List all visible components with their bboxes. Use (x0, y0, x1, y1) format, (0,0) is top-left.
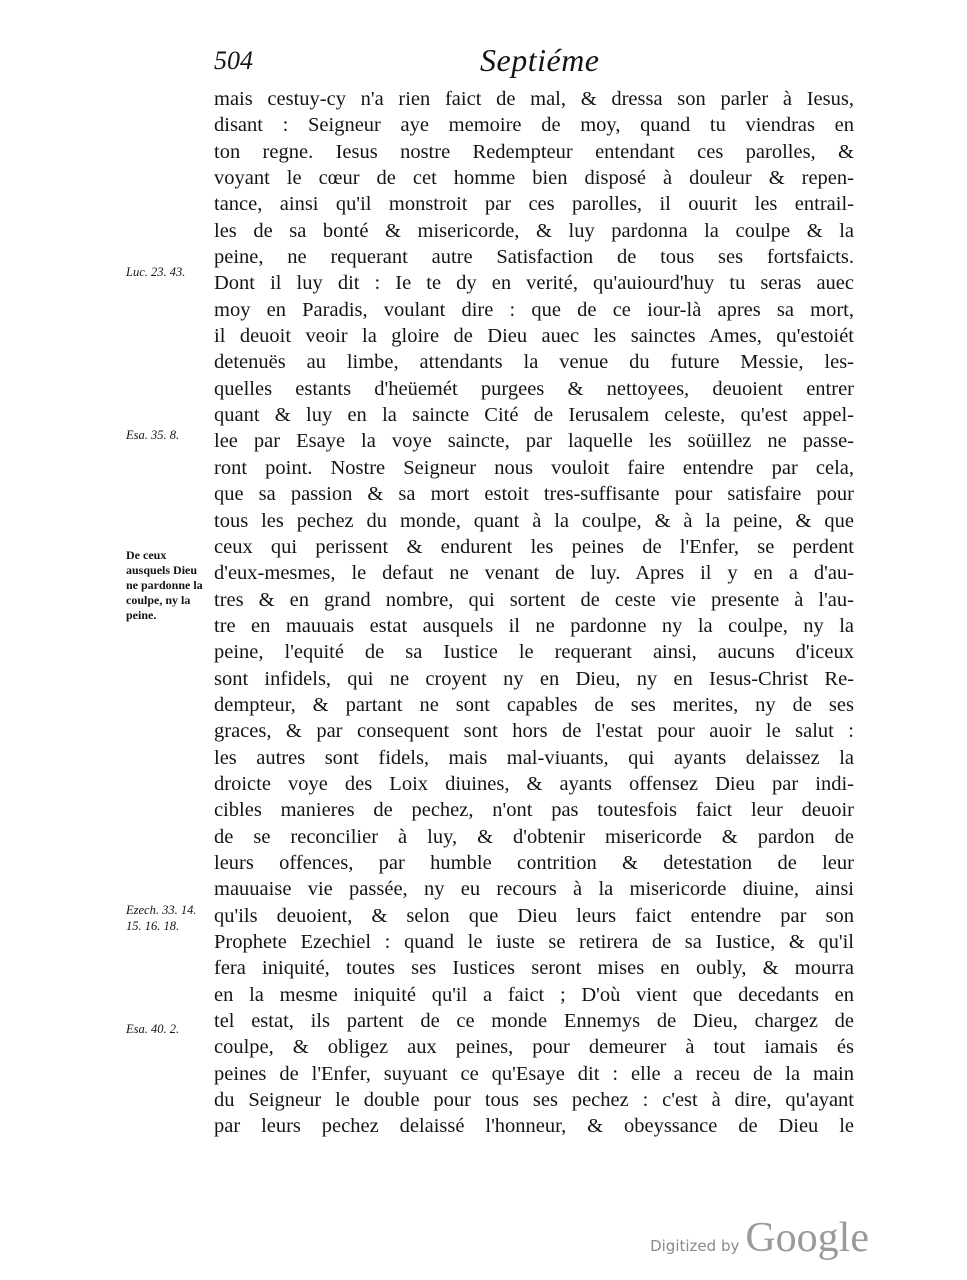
text-line: du Seigneur le double pour tous ses pechez : c'est à dire, qu'ayant (214, 1089, 854, 1112)
text-line: peine, l'equité de sa Iustice le requerant ainsi, aucuns d'iceux (214, 641, 854, 664)
google-watermark (650, 1214, 869, 1262)
text-line: par leurs pechez delaissé l'honneur, & obeyssance de Dieu le (214, 1115, 854, 1138)
margin-note-luc: Luc. 23. 43. (126, 265, 186, 279)
text-line: tance, ainsi qu'il monstroit par ces parolles, il ouurit les entrail- (214, 193, 854, 216)
text-line: Dont il luy dit : Ie te dy en verité, qu'auiourd'huy tu seras auec (214, 272, 854, 295)
margin-note-summary: De ceux ausquels Dieu ne pardonne la coulpe, ny la peine. (126, 548, 203, 622)
text-line: leurs offences, par humble contrition & detestation de leur (214, 851, 854, 874)
margin-note-esa-35: Esa. 35. 8. (126, 428, 180, 442)
text-line: que sa passion & sa mort estoit tres-suffisante pour satisfaire pour (214, 483, 854, 506)
text-line: ceux qui perissent & endurent les peines de l'Enfer, se perdent (214, 535, 854, 558)
text-line: peines de l'Enfer, suyuant ce qu'Esaye dit : elle a receu de la main (214, 1062, 854, 1085)
page-header (0, 42, 967, 86)
google-logo: Google (745, 1215, 869, 1261)
text-line: sont infidels, qui ne croyent ny en Dieu, ny en Iesus-Christ Re- (214, 667, 854, 690)
text-line: tres & en grand nombre, qui sortent de ceste vie presente à l'au- (214, 588, 854, 611)
text-line: coulpe, & obligez aux peines, pour demeurer à tout iamais és (214, 1036, 854, 1059)
text-line: en la mesme iniquité qu'il a faict ; D'où vient que decedants en (214, 983, 854, 1006)
page-number: 504 (214, 46, 253, 75)
text-line: droicte voye des Loix diuines, & ayants offensez Dieu par indi- (214, 772, 854, 795)
text-line: quant & luy en la saincte Cité de Ierusalem celeste, qu'est appel- (214, 404, 854, 427)
text-line: qu'ils deuoient, & selon que Dieu leurs faict entendre par son (214, 904, 854, 927)
text-line: mais cestuy-cy n'a rien faict de mal, & dressa son parler à Iesus, (214, 88, 854, 110)
body-text (214, 86, 854, 1140)
text-line: moy en Paradis, voulant dire : que de ce iour-là apres sa mort, (214, 298, 854, 321)
text-line: tous les pechez du monde, quant à la coulpe, & à la peine, & que (214, 509, 854, 532)
text-line: graces, & par consequent sont hors de l'estat pour auoir le salut : (214, 720, 854, 743)
text-line: de se reconcilier à luy, & d'obtenir misericorde & pardon de (214, 825, 854, 848)
text-line: disant : Seigneur aye memoire de moy, quand tu viendras en (214, 114, 854, 137)
margin-note-ezech: Ezech. 33. 14. 15. 16. 18. (126, 903, 197, 933)
text-line: ton regne. Iesus nostre Redempteur entendant ces parolles, & (214, 140, 854, 163)
text-line: Prophete Ezechiel : quand le iuste se retirera de sa Iustice, & qu'il (214, 931, 854, 953)
text-line: detenuës au limbe, attendants la venue du future Messie, les- (214, 351, 854, 374)
margin-note-esa-40: Esa. 40. 2. (126, 1022, 180, 1036)
text-line: quelles estants d'heüemét purgees & nettoyees, deuoient entrer (214, 377, 854, 400)
running-title: Septiéme (480, 42, 600, 78)
text-line: fera iniquité, toutes ses Iustices seront mises en oubly, & mourra (214, 957, 854, 980)
text-line: les autres sont fidels, mais mal-viuants, qui ayants delaissez la (214, 746, 854, 769)
text-line: lee par Esaye la voye saincte, par laquelle les soüillez ne passe- (214, 430, 854, 453)
text-line: les de sa bonté & misericorde, & luy pardonna la coulpe & la (214, 219, 854, 242)
text-line: dempteur, & partant ne sont capables de ses merites, ny de ses (214, 693, 854, 716)
text-line: mauuaise vie passée, ny eu recours à la misericorde diuine, ainsi (214, 878, 854, 901)
text-line: il deuoit veoir la gloire de Dieu auec les sainctes Ames, qu'estoiét (214, 325, 854, 348)
watermark-caption: Digitized by (650, 1237, 740, 1255)
text-line: cibles manieres de pechez, n'ont pas toutesfois faict leur deuoir (214, 799, 854, 822)
text-line: peine, ne requerant autre Satisfaction de tous ses fortsfaicts. (214, 246, 854, 269)
text-line: tel estat, ils partent de ce monde Ennemys de Dieu, chargez de (214, 1010, 854, 1033)
text-line: tre en mauuais estat ausquels il ne pardonne ny la coulpe, ny la (214, 614, 854, 637)
text-line: ront point. Nostre Seigneur nous vouloit faire entendre par cela, (214, 456, 854, 479)
text-line: d'eux-mesmes, le defaut ne venant de luy. Apres il y en a d'au- (214, 562, 854, 585)
text-line: voyant le cœur de cet homme bien disposé à douleur & repen- (214, 167, 854, 190)
